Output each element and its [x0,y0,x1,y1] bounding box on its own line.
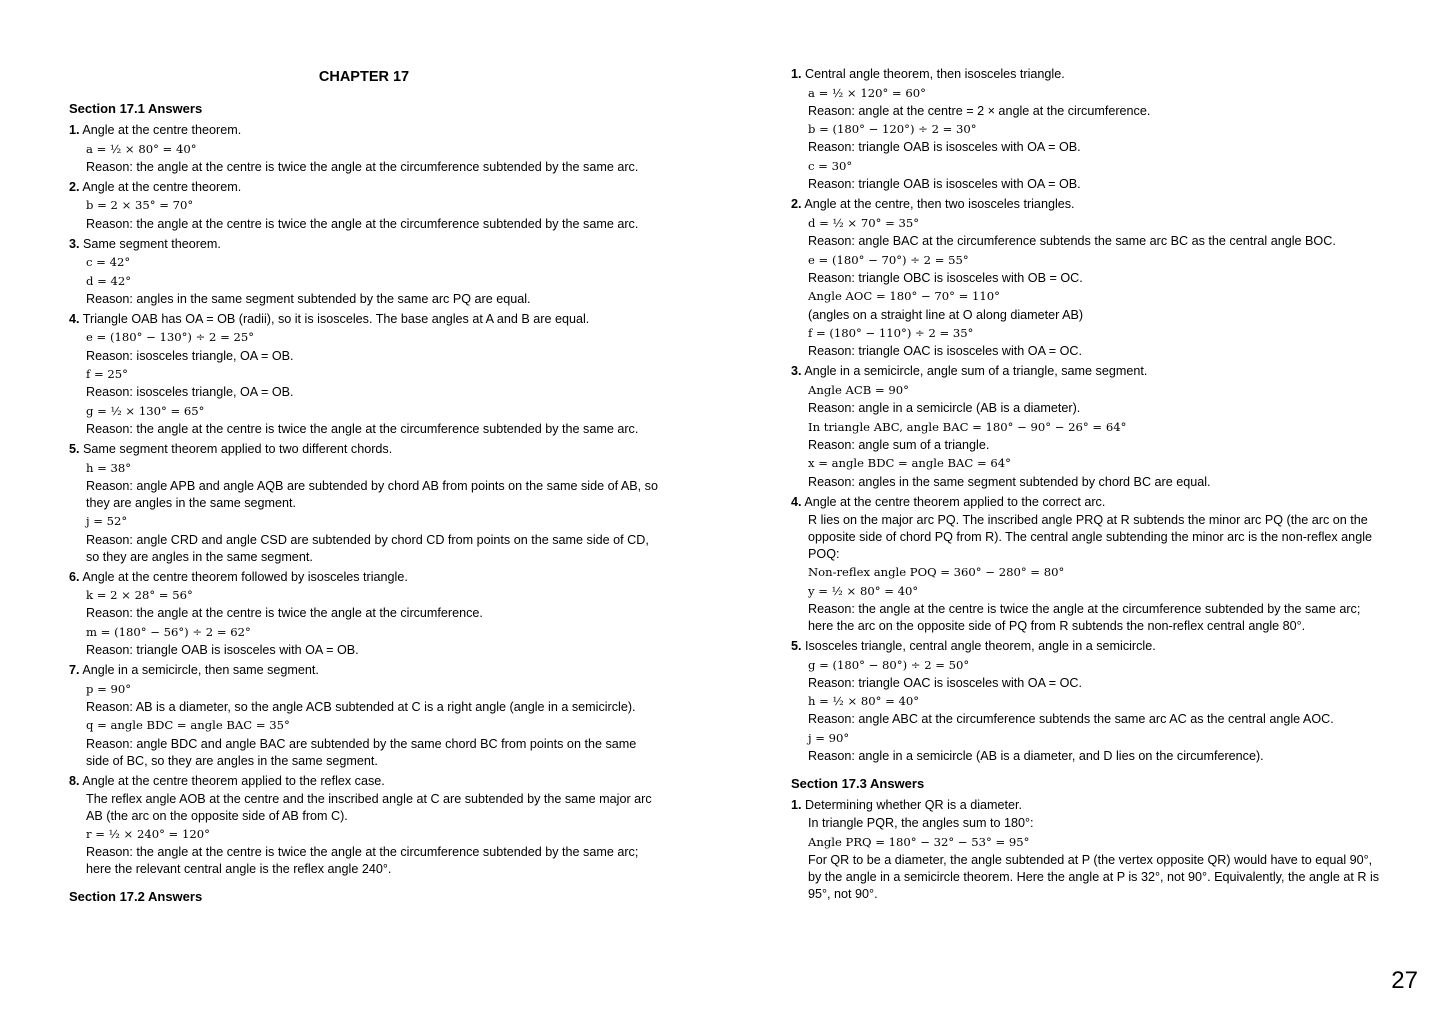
reason-text: Reason: angle in a semicircle (AB is a diameter). [808,400,1081,415]
reason-text: Reason: angles in the same segment subtended by chord BC are equal. [808,474,1211,489]
answer-heading [791,494,1383,512]
answer-heading [69,569,659,587]
answer-item [69,179,659,233]
question-number: 3. [69,236,80,251]
question-number: 5. [69,442,80,457]
equation-line: Non-reflex angle POQ = 360° − 280° = 80° [808,565,1065,580]
answer-method: Angle in a semicircle, then same segment. [82,663,319,678]
answer-method: Same segment theorem applied to two different chords. [83,442,393,457]
question-number: 8. [69,773,80,788]
section-title: Section 17.3 Answers [791,776,925,792]
equation-line: b = (180° − 120°) ÷ 2 = 30° [808,122,977,137]
answer-item [791,66,1383,193]
equation-line: j = 52° [86,514,128,529]
reason-text: Reason: the angle at the centre is twice the angle at the circumference subtended by the same arc; here the relevant central angle is the reflex angle 240°. [86,845,639,877]
reason-text: R lies on the major arc PQ. The inscribed angle PRQ at R subtends the minor arc PQ (the arc on the opposite side of chord PQ from R). The central angle subtending the minor arc is the non-reflex angle POQ: [808,512,1372,561]
question-number: 5. [791,639,802,653]
answer-method: Angle at the centre theorem applied to the correct arc. [804,494,1106,509]
answer-item [791,494,1383,635]
answer-body [69,253,659,308]
reason-text: For QR to be a diameter, the angle subtended at P (the vertex opposite QR) would have to equal 90°, by the angle in a semicircle theorem. Here the angle at P is 32°, not 90°. Equivalently, the angle at R is 95°, not 90°. [808,853,1380,902]
equation-line: a = ½ × 80° = 40° [86,141,197,156]
answer-method: Central angle theorem, then isosceles triangle. [805,67,1065,81]
answer-method: Angle at the centre theorem applied to the reflex case. [82,773,385,788]
equation-line: Angle AOC = 180° − 70° = 110° [808,289,1000,304]
answer-heading [69,122,659,140]
equation-line: d = 42° [86,273,132,288]
question-number: 2. [69,179,80,194]
answer-item [791,196,1383,360]
answer-body [69,140,659,176]
answer-item [791,797,1383,903]
answer-method: Angle at the centre, then two isosceles triangles. [804,197,1075,212]
reason-text: Reason: angle at the centre = 2 × angle at the circumference. [808,103,1151,118]
answer-heading [791,196,1383,214]
reason-text: Reason: triangle OBC is isosceles with OB = OC. [808,270,1083,285]
question-number: 4. [791,494,802,509]
reason-text: Reason: angle CRD and angle CSD are subtended by chord CD from points on the same side of CD, so they are angles in the same segment. [86,532,649,564]
answer-body [69,196,659,232]
equation-line: h = 38° [86,460,132,475]
answer-item [69,122,659,176]
reason-text: Reason: angle ABC at the circumference subtends the same arc AC as the central angle AOC. [808,712,1334,727]
answer-heading [791,66,1383,84]
equation-line: Angle PRQ = 180° − 32° − 53° = 95° [808,834,1030,849]
reason-text: (angles on a straight line at O along diameter AB) [808,307,1084,322]
answer-item [69,441,659,565]
equation-line: b = 2 × 35° = 70° [86,198,194,213]
answer-heading [69,236,659,254]
reason-text: In triangle PQR, the angles sum to 180°: [808,816,1034,831]
answer-body [791,815,1383,903]
reason-text: Reason: AB is a diameter, so the angle ACB subtended at C is a right angle (angle in a semicircle). [86,699,636,714]
equation-line: x = angle BDC = angle BAC = 64° [808,456,1011,471]
answer-body [69,328,659,438]
equation-line: In triangle ABC, angle BAC = 180° − 90° − 26° = 64° [808,419,1127,434]
reason-text: Reason: triangle OAB is isosceles with OA = OB. [808,140,1081,155]
answer-heading [69,311,659,329]
equation-line: m = (180° − 56°) ÷ 2 = 62° [86,624,251,639]
answer-heading [69,441,659,459]
answer-method: Angle in a semicircle, angle sum of a triangle, same segment. [804,364,1148,379]
reason-text: Reason: isosceles triangle, OA = OB. [86,348,294,363]
answer-body [791,214,1383,361]
page-number: 27 [1391,967,1418,994]
equation-line: Angle ACB = 90° [808,382,909,397]
answer-body [791,381,1383,491]
answer-body [791,656,1383,766]
equation-line: a = ½ × 120° = 60° [808,85,926,100]
equation-line: c = 42° [86,255,131,270]
answer-body [69,791,659,879]
section-title: Section 17.1 Answers [69,101,203,117]
reason-text: Reason: angle APB and angle AQB are subtended by chord AB from points on the same side of AB, so they are angles in the same segment. [86,478,658,510]
question-number: 1. [69,123,80,138]
question-number: 1. [791,67,802,81]
right-column [791,66,1383,906]
reason-text: Reason: triangle OAC is isosceles with OA = OC. [808,344,1083,359]
reason-text: Reason: the angle at the centre is twice the angle at the circumference subtended by the same arc. [86,159,639,174]
equation-line: g = ½ × 130° = 65° [86,403,205,418]
answer-heading [69,179,659,197]
chapter-title: CHAPTER 17 [318,69,410,85]
reason-text: Reason: triangle OAB is isosceles with OA = OB. [86,643,359,658]
reason-text: Reason: the angle at the centre is twice the angle at the circumference subtended by the same arc; here the arc on the opposite side of PQ from R subtends the non-reflex central angle 80°. [808,602,1361,633]
answer-method: Angle at the centre theorem. [82,179,242,194]
equation-line: k = 2 × 28° = 56° [86,588,193,603]
question-number: 1. [791,798,802,813]
equation-line: y = ½ × 80° = 40° [808,583,919,598]
answer-item [791,638,1383,765]
equation-line: g = (180° − 80°) ÷ 2 = 50° [808,657,970,672]
answer-heading [791,363,1383,381]
question-number: 7. [69,663,80,678]
section-title: Section 17.2 Answers [69,889,203,905]
answer-body [69,459,659,566]
reason-text: Reason: angle BDC and angle BAC are subtended by the same chord BC from points on the same side of BC, so they are angles in the same segment. [86,736,637,768]
left-column [69,66,659,910]
reason-text: Reason: angle sum of a triangle. [808,437,990,452]
answer-heading [791,797,1383,815]
reason-text: Reason: the angle at the centre is twice the angle at the circumference. [86,606,483,621]
answer-item [69,569,659,659]
answer-heading [791,638,1383,656]
answer-item [69,236,659,308]
reason-text: Reason: triangle OAC is isosceles with OA = OC. [808,675,1083,690]
reason-text: Reason: isosceles triangle, OA = OB. [86,385,294,400]
answer-item [791,363,1383,490]
reason-text: Reason: angle in a semicircle (AB is a diameter, and D lies on the circumference). [808,749,1264,764]
question-number: 2. [791,197,802,212]
question-number: 3. [791,364,802,379]
answer-method: Angle at the centre theorem followed by isosceles triangle. [82,569,408,584]
answer-body [791,84,1383,194]
answer-method: Angle at the centre theorem. [82,123,242,138]
equation-line: f = (180° − 110°) ÷ 2 = 35° [808,326,974,341]
question-number: 6. [69,569,80,584]
answer-heading [69,662,659,680]
equation-line: d = ½ × 70° = 35° [808,215,920,230]
reason-text: Reason: the angle at the centre is twice the angle at the circumference subtended by the same arc. [86,216,639,231]
answer-body [69,680,659,770]
answer-body [69,586,659,659]
equation-line: e = (180° − 70°) ÷ 2 = 55° [808,252,969,267]
equation-line: c = 30° [808,159,853,174]
reason-text: Reason: angles in the same segment subtended by the same arc PQ are equal. [86,291,531,306]
equation-line: j = 90° [808,731,850,746]
equation-line: f = 25° [86,367,128,382]
answer-method: Triangle OAB has OA = OB (radii), so it is isosceles. The base angles at A and B are equal. [82,311,590,326]
equation-line: r = ½ × 240° = 120° [86,827,210,842]
equation-line: e = (180° − 130°) ÷ 2 = 25° [86,330,255,345]
answer-method: Determining whether QR is a diameter. [805,798,1022,813]
equation-line: q = angle BDC = angle BAC = 35° [86,718,290,733]
answer-method: Same segment theorem. [83,236,221,251]
equation-line: p = 90° [86,681,132,696]
reason-text: Reason: triangle OAB is isosceles with OA = OB. [808,177,1081,192]
question-number: 4. [69,311,80,326]
answer-method: Isosceles triangle, central angle theorem, angle in a semicircle. [805,639,1156,653]
reason-text: The reflex angle AOB at the centre and the inscribed angle at C are subtended by the same major arc AB (the arc on the opposite side of AB from C). [86,791,652,823]
equation-line: h = ½ × 80° = 40° [808,694,920,709]
reason-text: Reason: angle BAC at the circumference subtends the same arc BC as the central angle BOC. [808,233,1336,248]
answer-item [69,311,659,438]
answer-body [791,512,1383,635]
answer-item [69,773,659,879]
answer-heading [69,773,659,791]
reason-text: Reason: the angle at the centre is twice the angle at the circumference subtended by the same arc. [86,422,639,437]
answer-item [69,662,659,769]
